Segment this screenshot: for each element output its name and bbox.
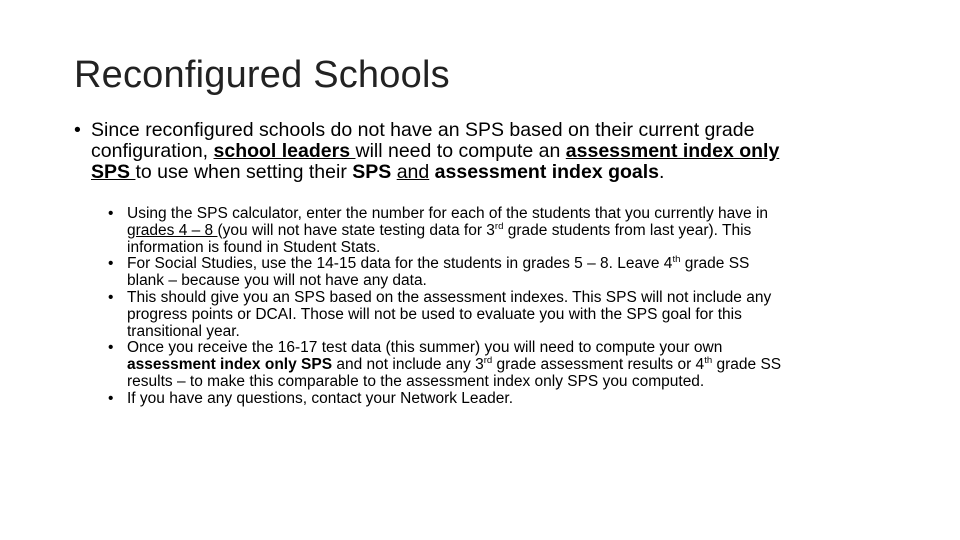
- bullet-icon: •: [74, 119, 81, 141]
- sub-text: If you have any questions, contact your Network Leader.: [127, 389, 514, 407]
- sub-text: grade SS results – to make this comparable to the assessment index only SPS you computed.: [127, 356, 782, 390]
- sub-text-grades: grades 4 – 8: [127, 221, 218, 239]
- sub-text: grade assessment results or 4: [492, 356, 705, 374]
- bullet-icon: •: [108, 389, 114, 407]
- bullet-icon: •: [108, 205, 114, 222]
- sub-text: grade students from last year). This information is found in Student Stats.: [127, 221, 752, 256]
- bullet-icon: •: [108, 339, 114, 357]
- main-text-5: to use when setting their: [135, 161, 353, 183]
- sub-superscript: th: [672, 254, 681, 266]
- sub-text: For Social Studies, use the 14-15 data for the students in grades 5 – 8. Leave 4: [127, 255, 673, 273]
- sub-superscript: rd: [494, 220, 504, 232]
- main-text-3: will need to compute an: [355, 140, 566, 162]
- main-text-and: and: [396, 161, 430, 183]
- slide-title: Reconfigured Schools: [74, 54, 450, 96]
- sub-superscript: th: [704, 355, 713, 367]
- sub-text: Using the SPS calculator, enter the number for each of the students that you currently have in: [127, 205, 769, 222]
- main-text-assessment-index: assessment index only SPS: [91, 140, 780, 183]
- bullet-icon: •: [108, 288, 114, 306]
- sub-bullet-calculator: [108, 206, 788, 256]
- sub-bullet-test-data: [108, 340, 788, 390]
- sub-bullet-social-studies: [108, 256, 788, 290]
- sub-text: (you will not have state testing data for 3: [217, 221, 495, 239]
- sub-superscript: rd: [483, 355, 493, 367]
- sub-text: Once you receive the 16-17 test data (this summer) you will need to compute your own: [127, 339, 723, 357]
- main-text-goals: assessment index goals: [434, 161, 660, 183]
- main-text-11: .: [659, 161, 665, 183]
- sub-text-bold: assessment index only SPS: [127, 356, 333, 374]
- main-text-school-leaders: school leaders: [213, 140, 356, 162]
- bullet-icon: •: [108, 255, 114, 273]
- sub-text: This should give you an SPS based on the assessment indexes. This SPS will not include any progress points or DCAI. Those will not be used to evaluate you with the SPS goal for this transitional year.: [127, 288, 772, 340]
- sub-text: and not include any 3: [332, 356, 484, 374]
- sub-bullet-questions: [108, 391, 788, 408]
- sub-bullet-list: [108, 206, 788, 408]
- main-text-1: Since reconfigured schools do not have an SPS based on their current grade configuration,: [91, 119, 755, 162]
- main-text-sps: SPS: [352, 161, 392, 183]
- sub-text: grade SS blank – because you will not have any data.: [127, 255, 750, 290]
- main-bullet: [74, 120, 791, 183]
- sub-bullet-sps-assessment: [108, 290, 788, 340]
